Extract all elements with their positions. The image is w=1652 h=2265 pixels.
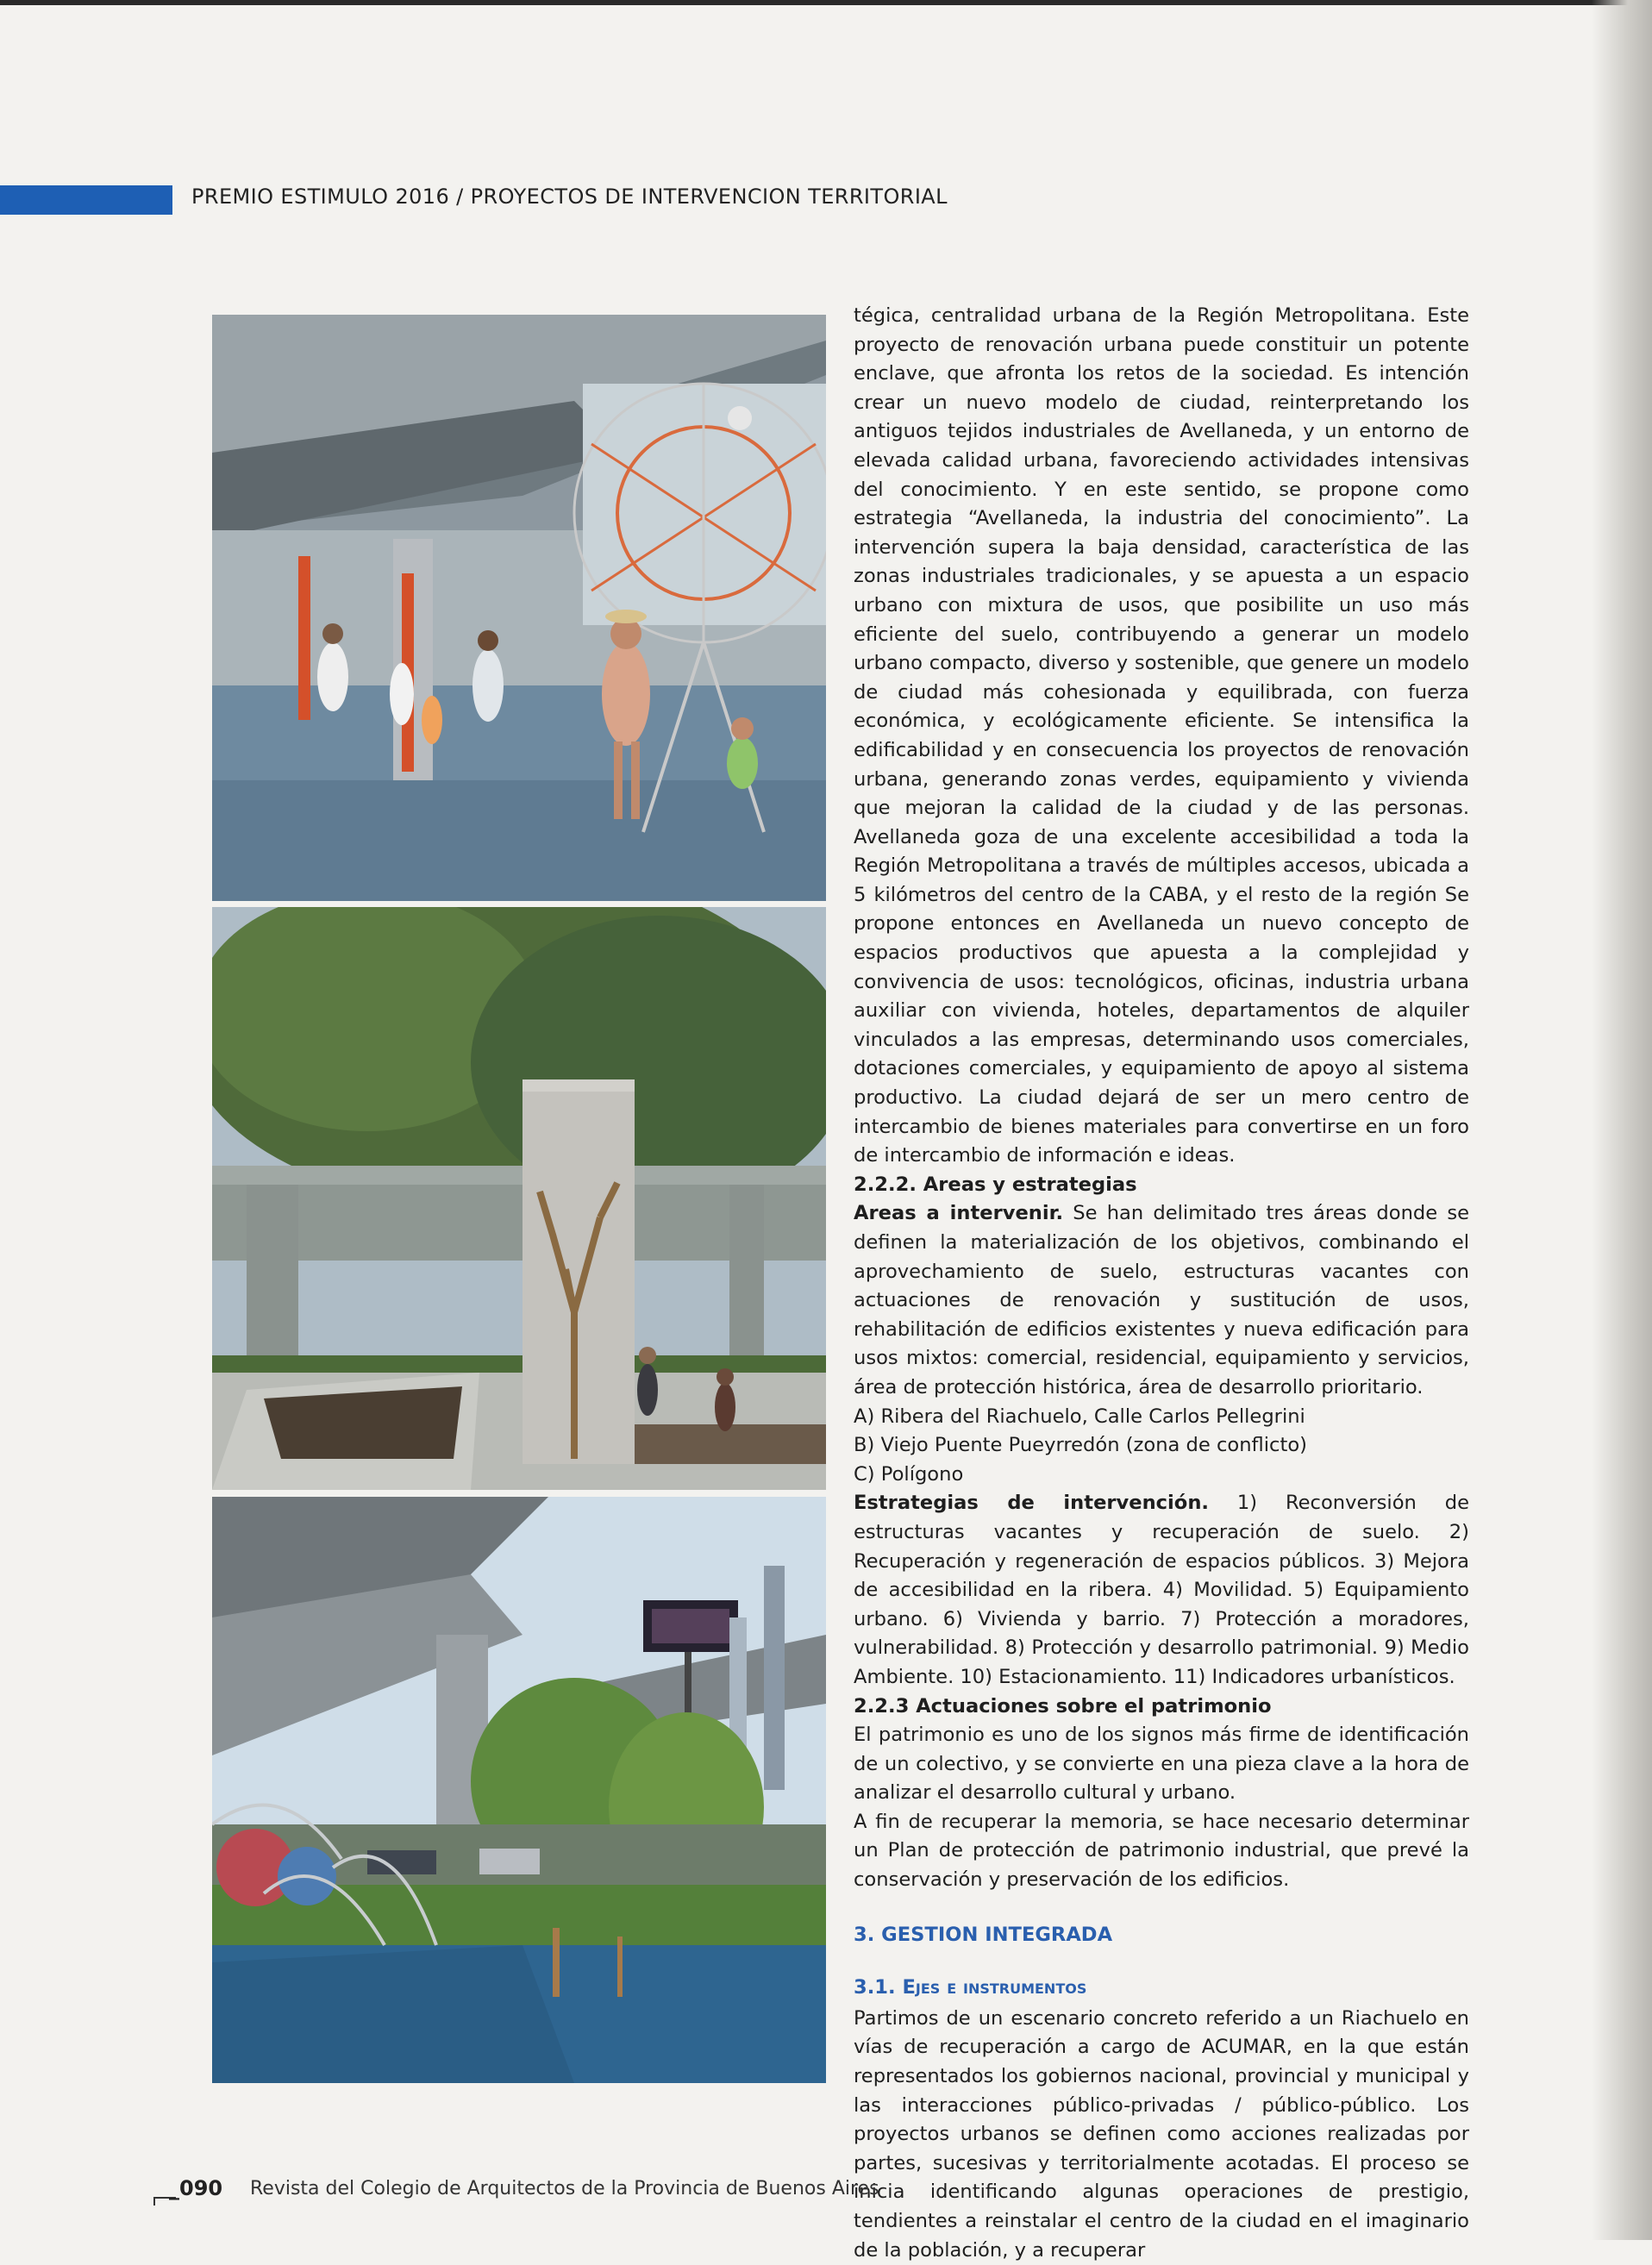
header-accent-bar — [0, 185, 172, 215]
heading-2-2-2: 2.2.2. Areas y estrategias — [854, 1173, 1137, 1196]
top-edge-rule — [0, 0, 1652, 5]
heading-2-2-3: 2.2.3 Actuaciones sobre el patrimonio — [854, 1694, 1272, 1718]
area-a: A) Ribera del Riachuelo, Calle Carlos Pellegrini — [854, 1405, 1305, 1428]
paragraph-patrimonio-1: El patrimonio es uno de los signos más firme de identificación de un colectivo, y se convierte en una pieza clave a la hora de analizar el desarrollo cultural y urbano. — [854, 1724, 1469, 1805]
journal-name: Revista del Colegio de Arquitectos de la Provincia de Buenos Aires — [250, 2178, 879, 2199]
paragraph-avellaneda: tégica, centralidad urbana de la Región Metropolitana. Este proyecto de renovación urbana puede constituir un potente enclave, que afronta los retos de la sociedad. Es intención crear un nuevo modelo de ciudad, reinterpretando los antiguos tejidos industriales de Avellaneda, y un entorno de elevada calidad urbana, favoreciendo actividades intensivas del conocimiento. Y en este sentido, se propone como estrategia “Avellaneda, la industria del conocimiento”. La intervención supera la baja densidad, característica de las zonas industriales tradicionales, y se apuesta a un espacio urbano con mixtura de usos, que posibilite un uso más eficiente del suelo, contribuyendo a generar un modelo urbano compacto, diverso y sostenible, que genere un modelo de ciudad más cohesionada y equilibrada, con fuerza económica, y ecológicamente eficiente. Se intensifica la edificabilidad y en consecuencia los proyectos de renovación urbana, generando zonas verdes, equipamiento y vivienda que mejoran la calidad de la ciudad y de las personas. Avellaneda goza de una excelente accesibilidad a toda la Región Metropolitana a través de múltiples accesos, ubicada a 5 kilómetros del centro de la CABA, y el resto de la región Se propone entonces en Avellaneda un nuevo concepto de espacios productivos que apuesta a la complejidad y convivencia de usos: tecnológicos, oficinas, industria urbana auxiliar con vivienda, hoteles, departamentos de alquiler vinculados a las empresas, determinando usos comerciales, dotaciones comerciales, y equipamiento de apoyo al sistema productivo. La ciudad dejará de ser un mero centro de intercambio de bienes materiales para convertirse en un foro de intercambio de información e ideas. — [854, 304, 1469, 1167]
paragraph-ejes: Partimos de un escenario concreto referido a un Riachuelo en vías de recuperación a cargo de ACUMAR, en la que están representados los gobiernos nacional, provincial y municipal y las interacciones público-privadas / público-público. Los proyectos urbanos se definen como acciones realizadas por partes, sucesivas y territorialmente acotadas. El proceso se inicia identificando algunas operaciones de prestigio, tendientes a reinstalar el centro de la ciudad en el imaginario de la población, y a recuperar — [854, 2006, 1469, 2262]
area-b: B) Viejo Puente Pueyrredón (zona de conflicto) — [854, 1434, 1307, 1457]
subsection-heading-3-1: 3.1. Ejes e instrumentos — [854, 1976, 1087, 1999]
photo-playground-under-highway — [212, 315, 826, 901]
photo-park-under-overpass — [212, 1497, 826, 2083]
paragraph-estrategias: Estrategias de intervención. 1) Reconversión de estructuras vacantes y recuperación de suelo. 2) Recuperación y regeneración de espacios públicos. 3) Mejora de accesibilidad en la ribera. 4) Movilidad. 5) Equipamiento urbano. 6) Vivienda y barrio. 7) Protección a moradores, vulnerabilidad. 8) Protección y desarrollo patrimonial. 9) Medio Ambiente. 10) Estacionamiento. 11) Indicadores urbanísticos. — [854, 1492, 1469, 1688]
paragraph-areas: Areas a intervenir. Se han delimitado tres áreas donde se definen la materialización de los objetivos, combinando el aprovechamiento de suelo, estructuras vacantes con actuaciones de renovación y sustitución de usos, rehabilitación de edificios existentes y nueva edificación para usos mixtos: comercial, residencial, equipamiento y servicios, área de protección histórica, área de desarrollo prioritario. — [854, 1202, 1469, 1398]
running-header: PREMIO ESTIMULO 2016 / PROYECTOS DE INTERVENCION TERRITORIAL — [191, 185, 948, 209]
page-number: _090 — [169, 2176, 223, 2200]
area-c: C) Polígono — [854, 1462, 964, 1486]
photo-concrete-sculpture-plaza — [212, 907, 826, 1490]
section-heading-gestion-integrada: 3. GESTION INTEGRADA — [854, 1923, 1113, 1946]
article-text-column — [854, 302, 1469, 2265]
footer-mark-vertical — [153, 2197, 155, 2206]
page-gutter-shadow — [1592, 0, 1652, 2240]
paragraph-patrimonio-2: A fin de recuperar la memoria, se hace necesario determinar un Plan de protección de patrimonio industrial, que prevé la conservación y preservación de los edificios. — [854, 1810, 1469, 1892]
